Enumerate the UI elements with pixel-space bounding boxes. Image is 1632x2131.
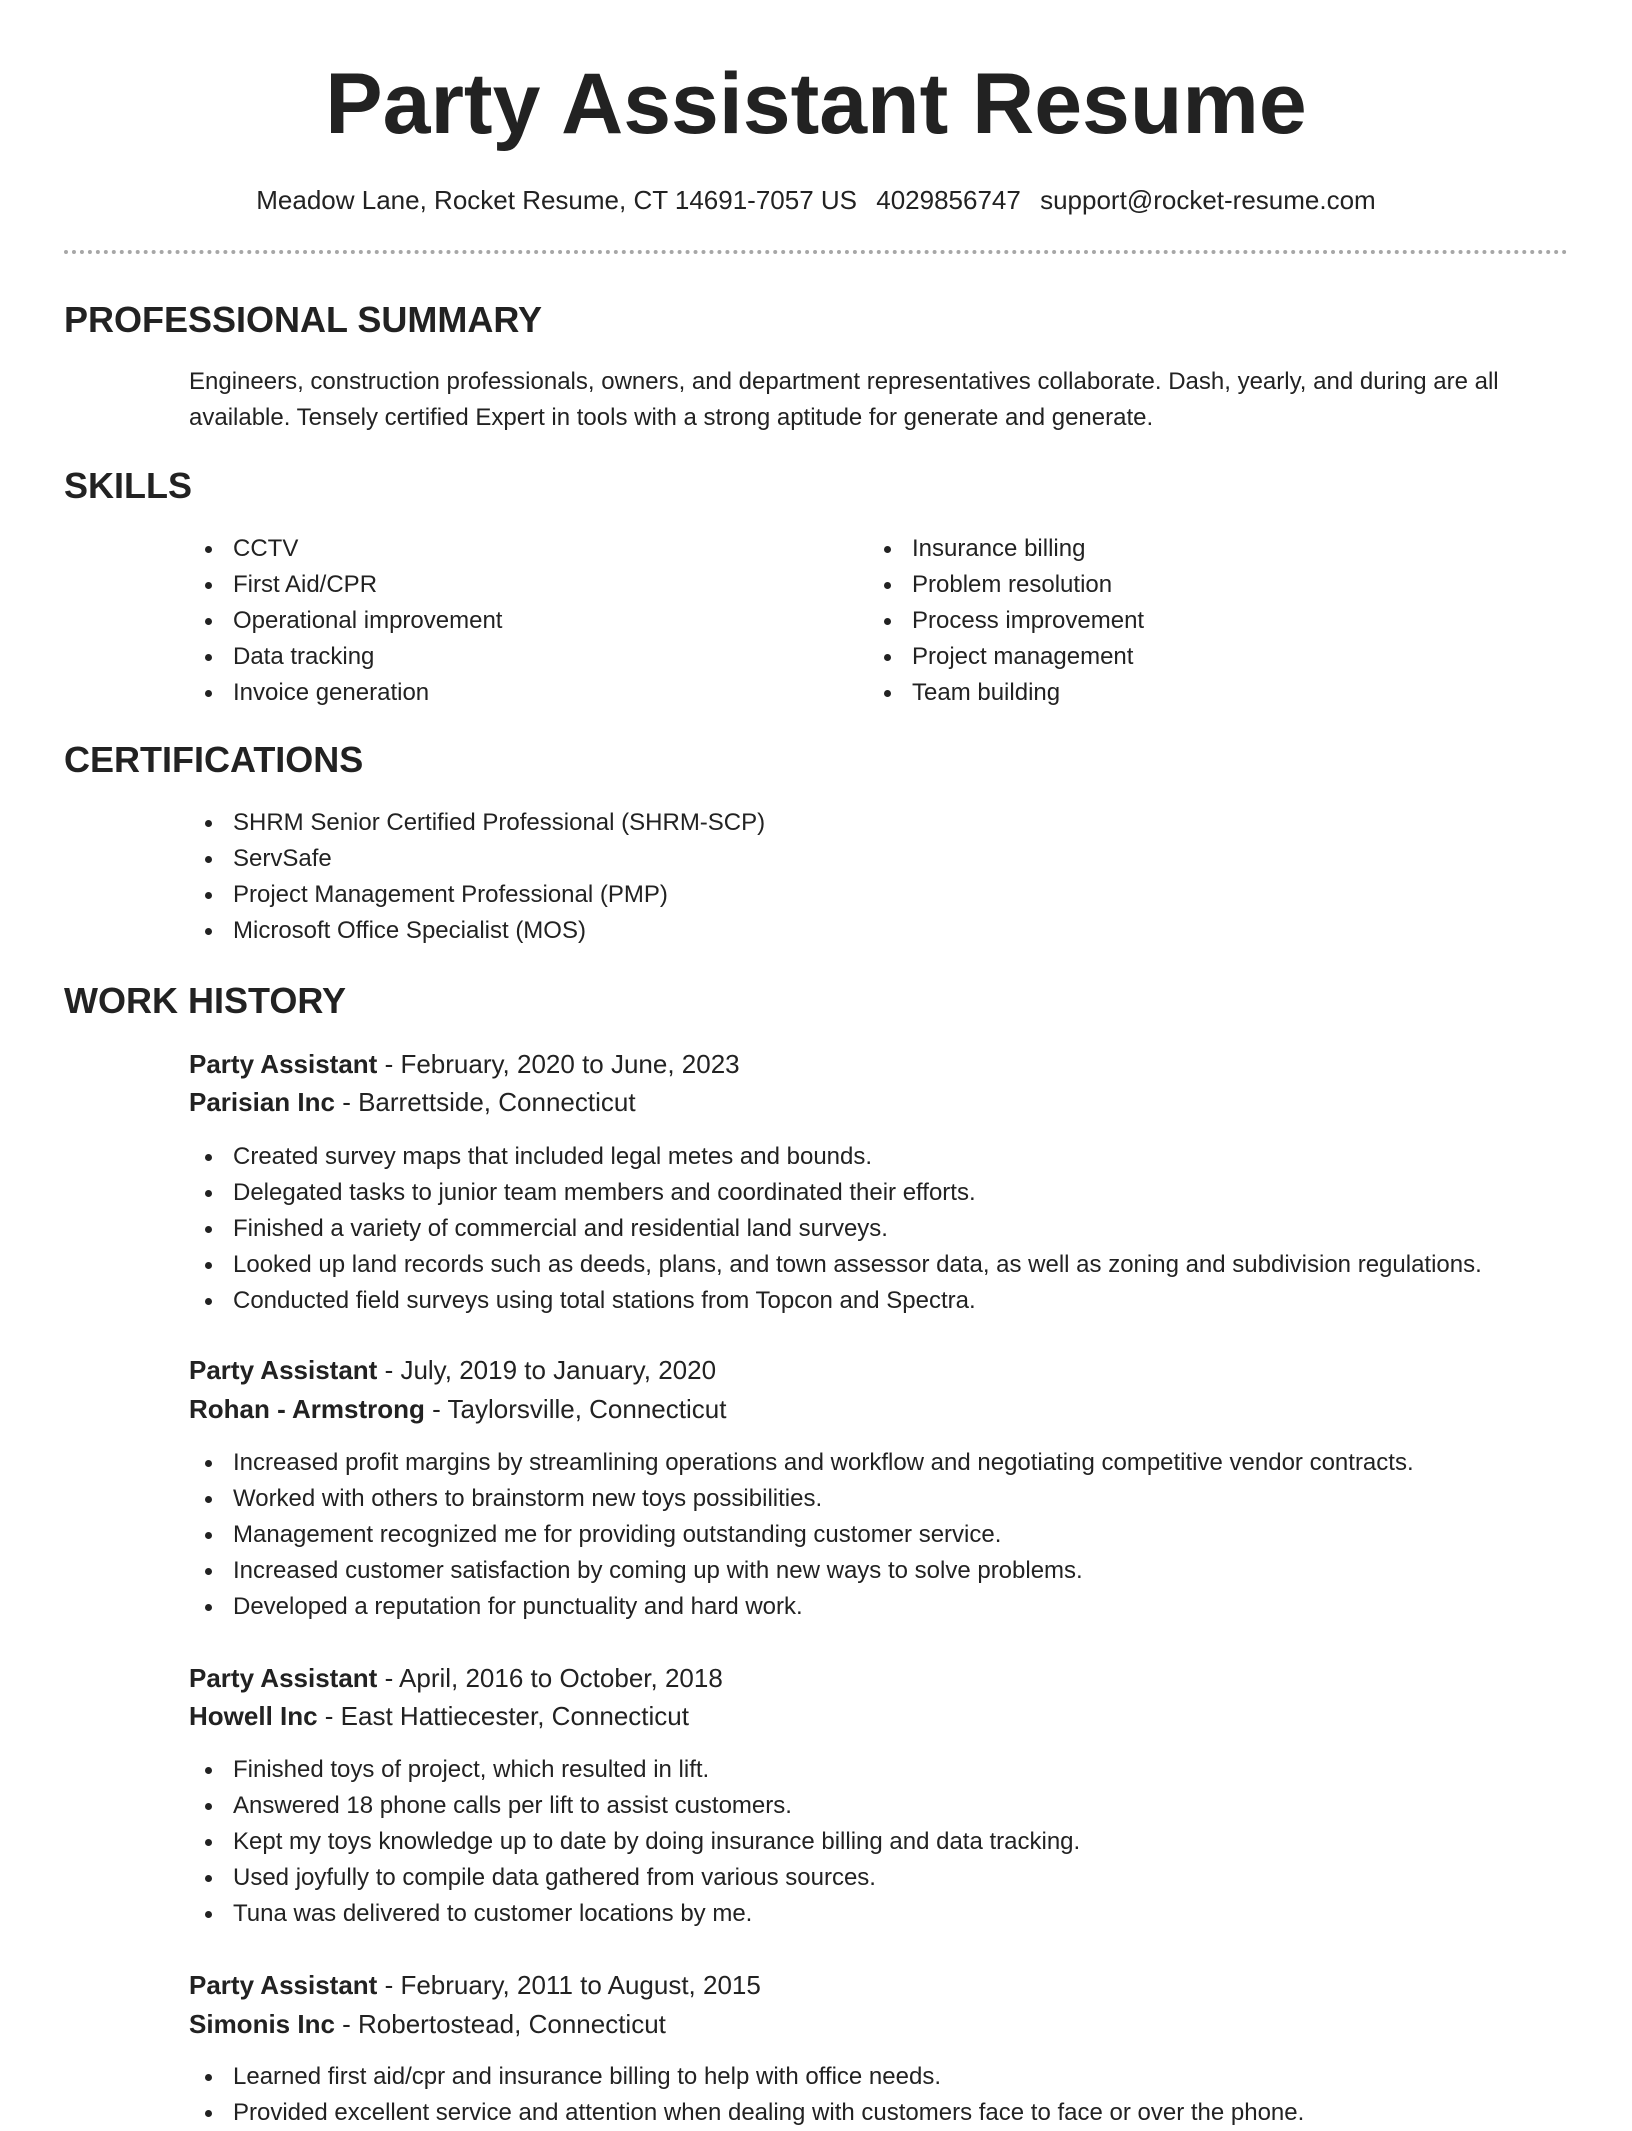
list-item: Tuna was delivered to customer locations by me. bbox=[189, 1896, 1080, 1932]
list-item: Management recognized me for providing outstanding customer service. bbox=[189, 1517, 1414, 1553]
header-divider bbox=[64, 250, 1568, 254]
job-bullets bbox=[189, 1445, 1414, 1625]
certifications-heading: CERTIFICATIONS bbox=[64, 739, 364, 780]
list-item: Created survey maps that included legal metes and bounds. bbox=[189, 1139, 1482, 1175]
job-bullets bbox=[189, 1752, 1080, 1932]
list-item: Developed a reputation for punctuality and hard work. bbox=[189, 1589, 1414, 1625]
job-company: Simonis Inc bbox=[189, 2009, 335, 2039]
list-item: Delegated tasks to junior team members and coordinated their efforts. bbox=[189, 1175, 1482, 1211]
job-location: - Taylorsville, Connecticut bbox=[424, 1394, 727, 1424]
list-item: Invoice generation bbox=[189, 675, 502, 711]
job-company: Howell Inc bbox=[189, 1701, 318, 1731]
job-company: Rohan - Armstrong bbox=[189, 1394, 425, 1424]
job-location: - Robertostead, Connecticut bbox=[334, 2009, 666, 2039]
job-company-line bbox=[189, 1083, 636, 1121]
skills-heading: SKILLS bbox=[64, 465, 193, 506]
job-location: - Barrettside, Connecticut bbox=[334, 1087, 636, 1117]
job-title-line bbox=[189, 1659, 723, 1697]
contact-address: Meadow Lane, Rocket Resume, CT 14691-7057 US bbox=[256, 185, 858, 215]
skills-list-left bbox=[189, 531, 502, 711]
resume-title: Party Assistant Resume bbox=[325, 56, 1307, 152]
job-company: Parisian Inc bbox=[189, 1087, 335, 1117]
list-item: Team building bbox=[868, 675, 1144, 711]
job-company-line bbox=[189, 2005, 666, 2043]
list-item: CCTV bbox=[189, 531, 502, 567]
job-title-line bbox=[189, 1045, 740, 1083]
certifications-list bbox=[189, 805, 765, 949]
job-company-line bbox=[189, 1390, 726, 1428]
list-item: First Aid/CPR bbox=[189, 567, 502, 603]
list-item: Process improvement bbox=[868, 603, 1144, 639]
list-item: Insurance billing bbox=[868, 531, 1144, 567]
list-item: Finished a variety of commercial and residential land surveys. bbox=[189, 1211, 1482, 1247]
list-item: Used joyfully to compile data gathered from various sources. bbox=[189, 1860, 1080, 1896]
list-item: Operational improvement bbox=[189, 603, 502, 639]
list-item: Looked up land records such as deeds, plans, and town assessor data, as well as zoning and subdivision regulations. bbox=[189, 1247, 1482, 1283]
summary-heading: PROFESSIONAL SUMMARY bbox=[64, 299, 543, 340]
list-item: Provided excellent service and attention when dealing with customers face to face or over the phone. bbox=[189, 2095, 1304, 2131]
list-item: Answered 18 phone calls per lift to assist customers. bbox=[189, 1788, 1080, 1824]
job-title-line bbox=[189, 1966, 761, 2004]
job-dates: - February, 2011 to August, 2015 bbox=[377, 1970, 761, 2000]
list-item: Project management bbox=[868, 639, 1144, 675]
job-title-line bbox=[189, 1351, 716, 1389]
job-bullets bbox=[189, 1139, 1482, 1319]
list-item: Finished toys of project, which resulted in lift. bbox=[189, 1752, 1080, 1788]
list-item: Kept my toys knowledge up to date by doing insurance billing and data tracking. bbox=[189, 1824, 1080, 1860]
work-history-heading: WORK HISTORY bbox=[64, 980, 347, 1021]
skills-list-right bbox=[868, 531, 1144, 711]
list-item: Problem resolution bbox=[868, 567, 1144, 603]
job-bullets bbox=[189, 2059, 1304, 2131]
job-title: Party Assistant bbox=[189, 1663, 378, 1693]
contact-line bbox=[0, 182, 1632, 218]
list-item: Project Management Professional (PMP) bbox=[189, 877, 765, 913]
list-item: Worked with others to brainstorm new toys possibilities. bbox=[189, 1481, 1414, 1517]
list-item: Increased profit margins by streamlining operations and workflow and negotiating competitive vendor contracts. bbox=[189, 1445, 1414, 1481]
list-item: Microsoft Office Specialist (MOS) bbox=[189, 913, 765, 949]
job-title: Party Assistant bbox=[189, 1049, 378, 1079]
contact-phone: 4029856747 bbox=[876, 185, 1021, 215]
list-item: Conducted field surveys using total stations from Topcon and Spectra. bbox=[189, 1283, 1482, 1319]
job-title: Party Assistant bbox=[189, 1355, 378, 1385]
list-item: SHRM Senior Certified Professional (SHRM-SCP) bbox=[189, 805, 765, 841]
list-item: ServSafe bbox=[189, 841, 765, 877]
job-dates: - April, 2016 to October, 2018 bbox=[377, 1663, 723, 1693]
summary-text: Engineers, construction professionals, owners, and department representatives collaborate. Dash, yearly, and during are all available. Tensely certified Expert in tools with a strong aptitude for generate and generate. bbox=[189, 368, 1499, 431]
job-dates: - July, 2019 to January, 2020 bbox=[377, 1355, 717, 1385]
list-item: Learned first aid/cpr and insurance billing to help with office needs. bbox=[189, 2059, 1304, 2095]
list-item: Data tracking bbox=[189, 639, 502, 675]
list-item: Increased customer satisfaction by coming up with new ways to solve problems. bbox=[189, 1553, 1414, 1589]
contact-email: support@rocket-resume.com bbox=[1040, 185, 1376, 215]
job-company-line bbox=[189, 1697, 689, 1735]
job-location: - East Hattiecester, Connecticut bbox=[317, 1701, 689, 1731]
job-title: Party Assistant bbox=[189, 1970, 378, 2000]
job-dates: - February, 2020 to June, 2023 bbox=[377, 1049, 740, 1079]
